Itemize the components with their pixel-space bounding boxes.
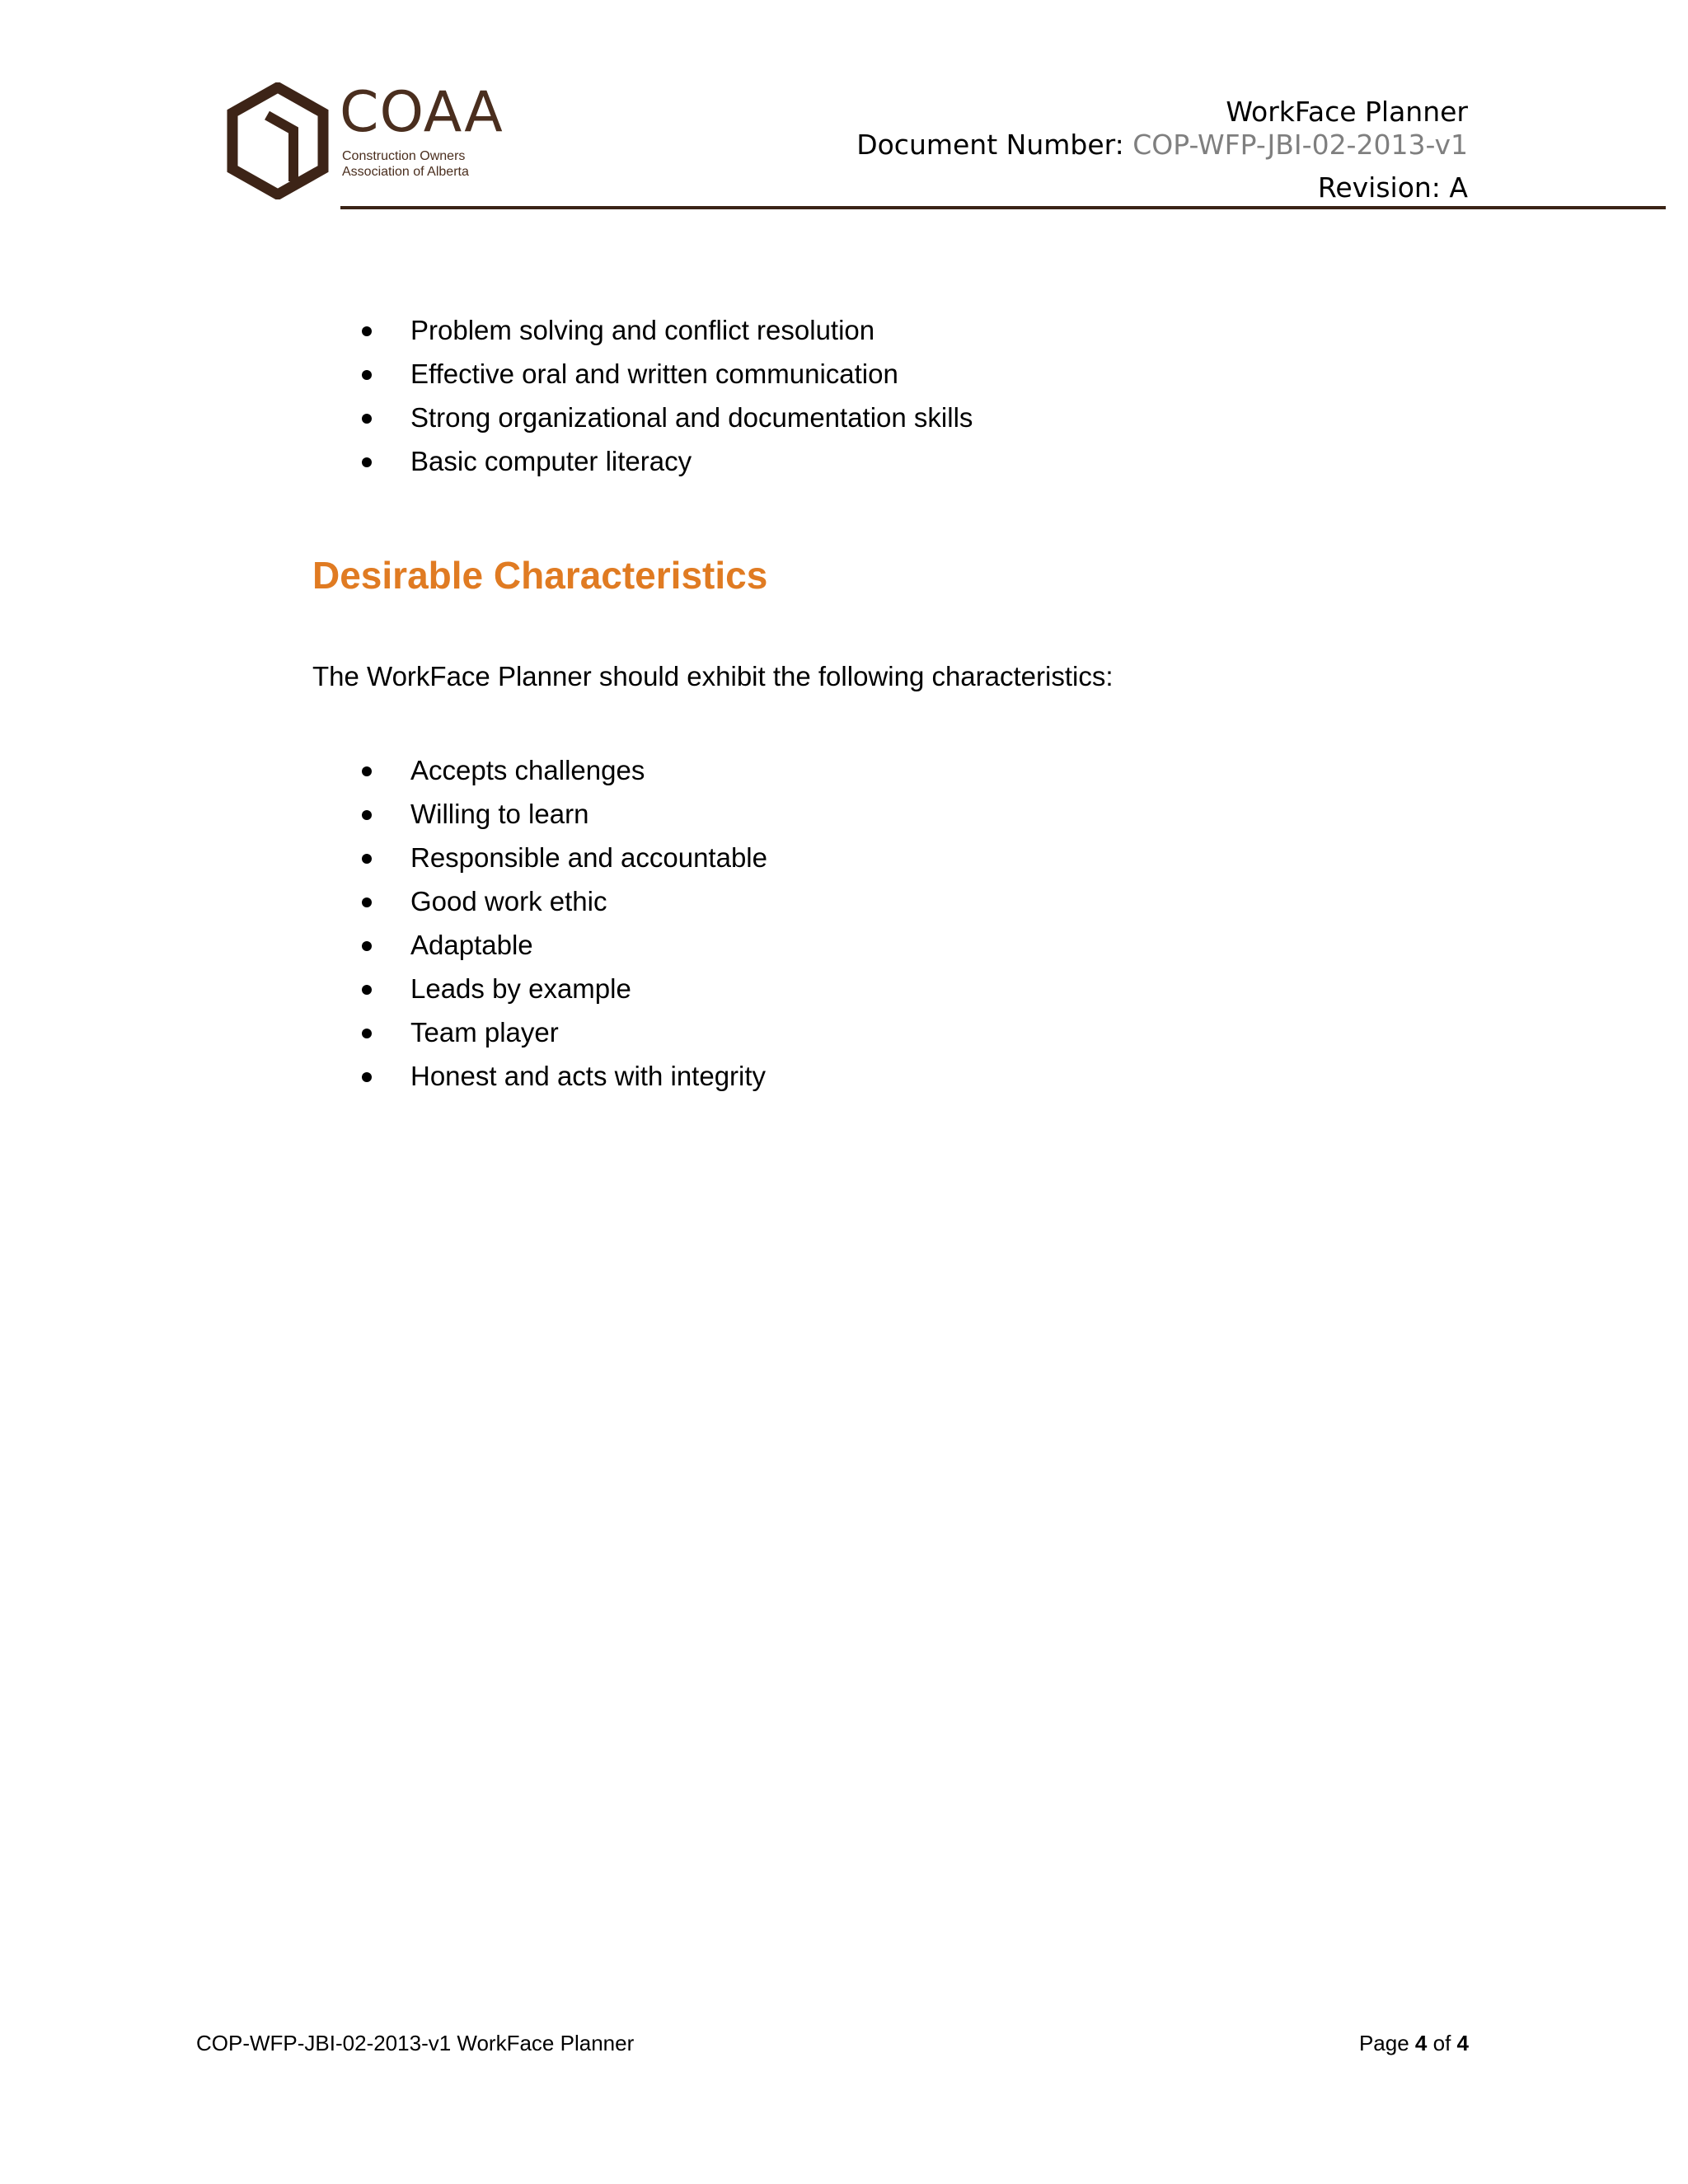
- list-item: Good work ethic: [362, 879, 767, 923]
- header-revision: Revision: A: [1317, 171, 1468, 204]
- footer-page-number: [1359, 2029, 1469, 2057]
- logo-subtitle-line1: Construction Owners: [342, 149, 466, 163]
- header-divider: [340, 206, 1666, 209]
- list-item: Effective oral and written communication: [362, 352, 973, 396]
- page-label: Page: [1358, 2031, 1409, 2055]
- page-of: of: [1432, 2031, 1451, 2055]
- section-heading: Desirable Characteristics: [312, 554, 768, 597]
- list-item: Leads by example: [362, 967, 767, 1010]
- footer-document-title: COP-WFP-JBI-02-2013-v1 WorkFace Planner: [196, 2031, 635, 2055]
- list-item: Willing to learn: [362, 792, 767, 836]
- logo-name: COAA: [340, 80, 504, 145]
- header-document-number: [856, 129, 1468, 162]
- logo-subtitle-line2: Association of Alberta: [342, 165, 469, 179]
- document-number-label: Document Number:: [856, 129, 1124, 161]
- list-item: Problem solving and conflict resolution: [362, 308, 973, 352]
- section-intro: The WorkFace Planner should exhibit the following characteristics:: [312, 661, 1114, 691]
- characteristics-list: [362, 748, 767, 1098]
- list-item: Team player: [362, 1010, 767, 1054]
- skills-list: [362, 308, 973, 483]
- list-item: Responsible and accountable: [362, 836, 767, 879]
- hexagon-logo-icon: [226, 82, 330, 199]
- list-item: Basic computer literacy: [362, 439, 973, 483]
- coaa-logo: [226, 79, 506, 203]
- page-total: 4: [1456, 2031, 1469, 2055]
- document-number-value: COP-WFP-JBI-02-2013-v1: [1132, 129, 1468, 161]
- list-item: Strong organizational and documentation skills: [362, 396, 973, 439]
- list-item: Adaptable: [362, 923, 767, 967]
- list-item: Honest and acts with integrity: [362, 1054, 767, 1098]
- header-title: WorkFace Planner: [1226, 96, 1468, 128]
- list-item: Accepts challenges: [362, 748, 767, 792]
- page-current: 4: [1414, 2031, 1428, 2055]
